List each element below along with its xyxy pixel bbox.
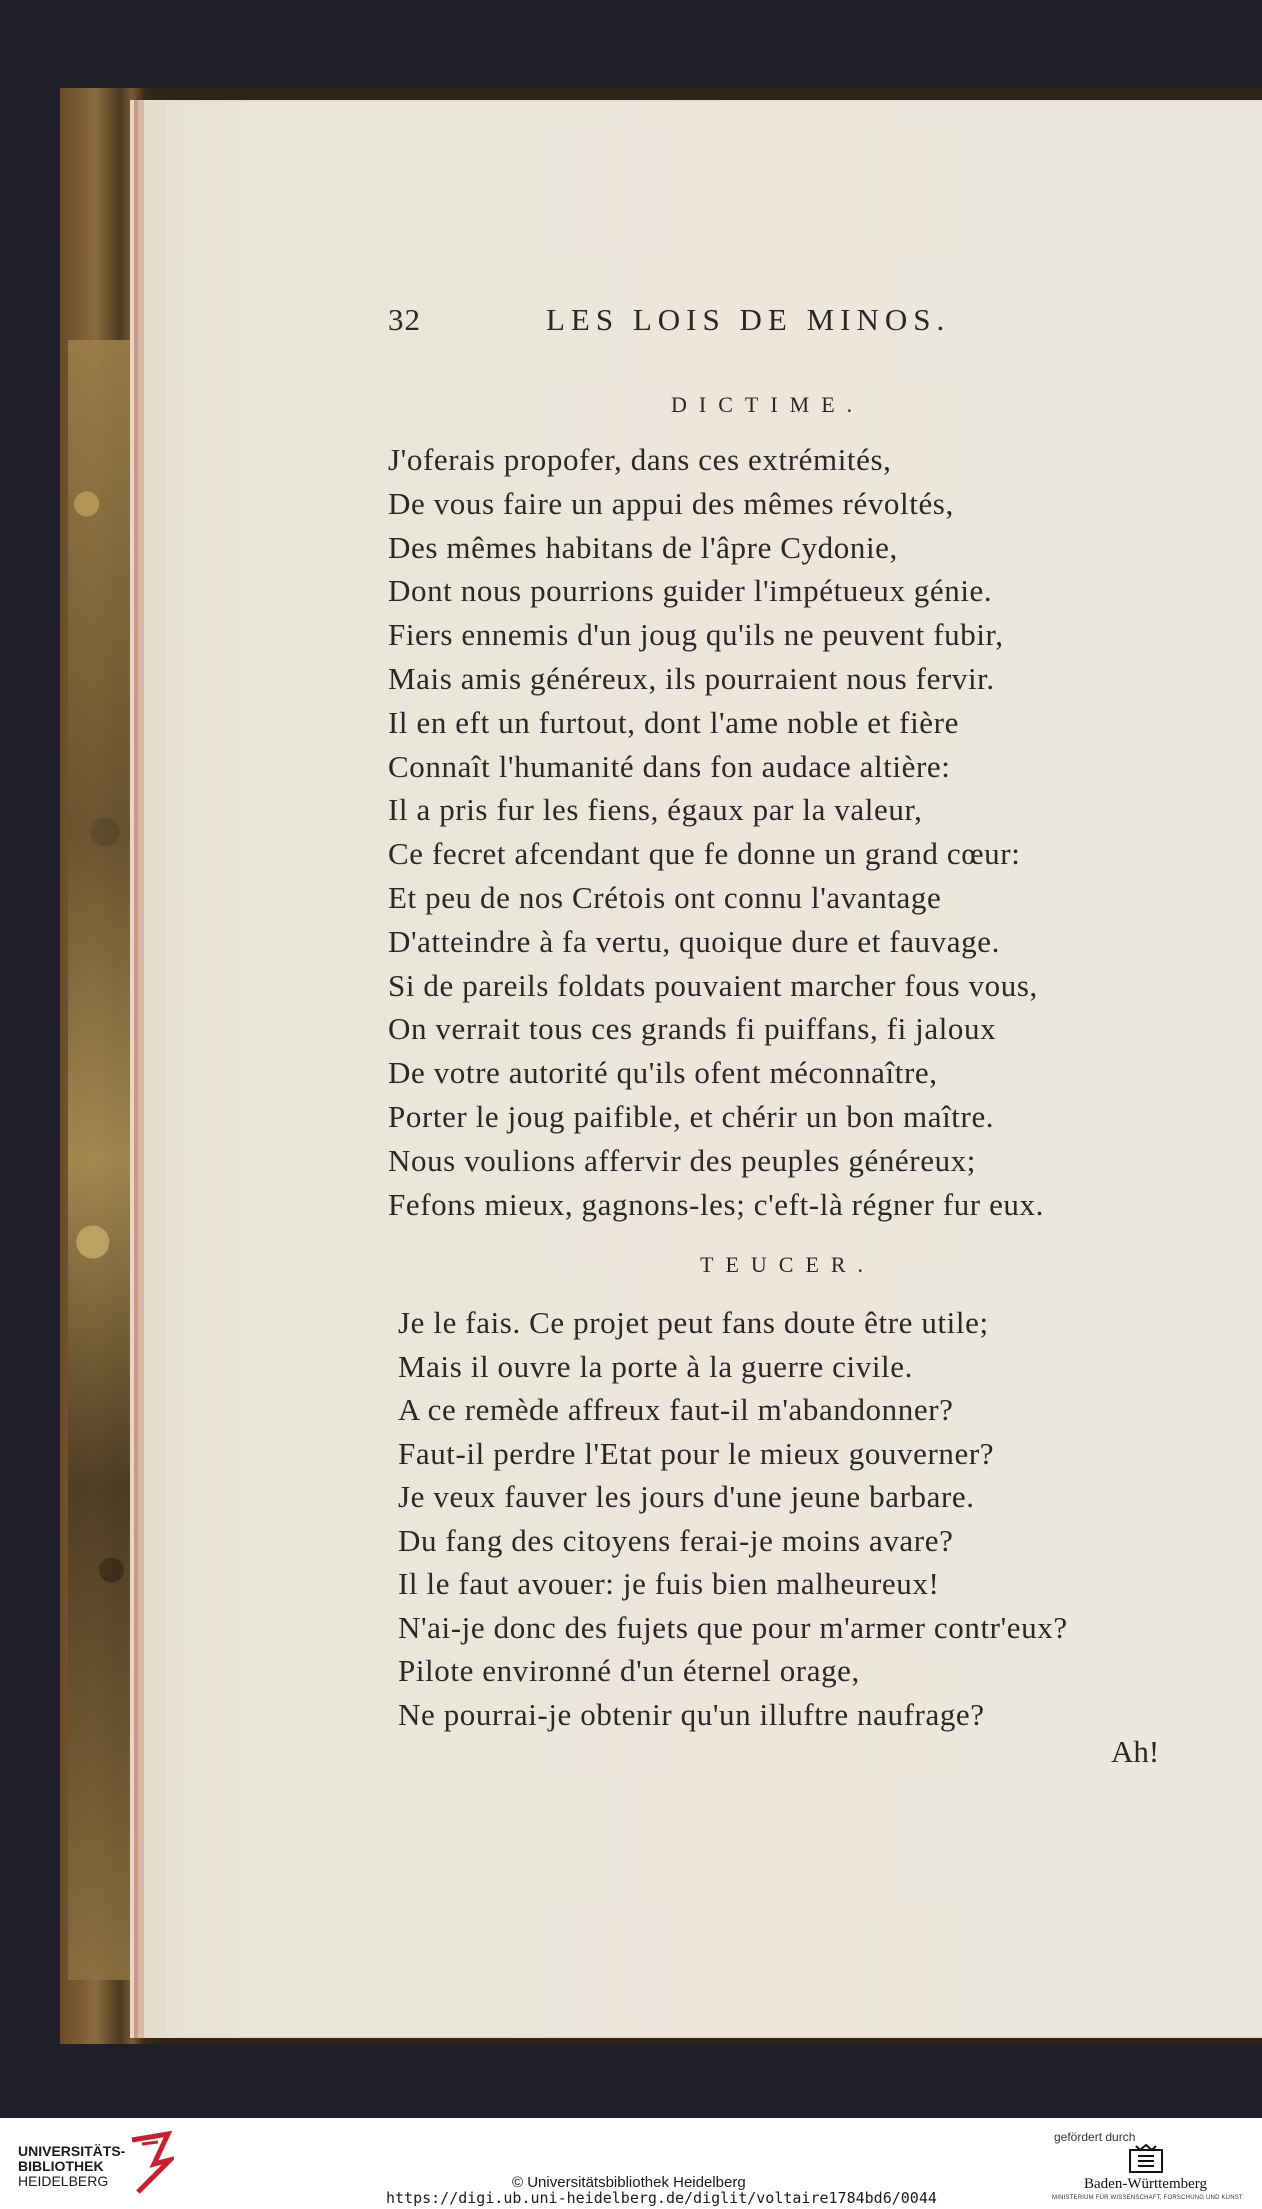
library-logo-line: UNIVERSITÄTS-	[18, 2143, 126, 2159]
speaker-name: TEUCER.	[700, 1252, 876, 1277]
verse-line: Faut-il perdre l'Etat pour le mieux gouverner?	[398, 1435, 995, 1471]
running-title: LES LOIS DE MINOS.	[546, 302, 951, 337]
permalink-url[interactable]: https://digi.ub.uni-heidelberg.de/diglit/voltaire1784bd6/0044	[386, 2189, 937, 2207]
verse-line: De vous faire un appui des mêmes révoltés,	[388, 485, 954, 521]
page-number: 32	[388, 302, 421, 337]
funder-name: Baden-Württemberg	[1084, 2176, 1208, 2192]
verse-line: Fefons mieux, gagnons-les; c'eft-là régner fur eux.	[388, 1186, 1044, 1222]
verse-line: On verrait tous ces grands fi puiffans, fi jaloux	[388, 1011, 997, 1047]
marbled-endpaper	[68, 340, 130, 1980]
catchword: Ah!	[1111, 1734, 1160, 1769]
funder-ministry: MINISTERIUM FÜR WISSENSCHAFT, FORSCHUNG UND KUNST	[1052, 2195, 1243, 2201]
verse-line: Du fang des citoyens ferai-je moins avare?	[398, 1522, 954, 1558]
verse-line: Ne pourrai-je obtenir qu'un illuftre naufrage?	[398, 1696, 985, 1732]
verse-line: Il le faut avouer: je fuis bien malheureux!	[398, 1566, 940, 1601]
speaker-name: DICTIME.	[671, 392, 865, 417]
verse-line: Si de pareils foldats pouvaient marcher fous vous,	[388, 967, 1038, 1003]
verse-line: Porter le joug paifible, et chérir un bon maître.	[388, 1099, 995, 1134]
verse-line: Mais amis généreux, ils pourraient nous fervir.	[388, 661, 995, 696]
verse-line: D'atteindre à fa vertu, quoique dure et fauvage.	[388, 923, 1000, 959]
funded-by-label: gefördert durch	[1054, 2130, 1136, 2144]
verse-line: Mais il ouvre la porte à la guerre civile.	[398, 1348, 913, 1384]
verse-line: Et peu de nos Crétois ont connu l'avantage	[388, 880, 942, 915]
verse-line: Des mêmes habitans de l'âpre Cydonie,	[388, 529, 898, 565]
verse-line: Je veux fauver les jours d'une jeune barbare.	[398, 1479, 975, 1514]
verse-line: Il a pris fur les fiens, égaux par la valeur,	[388, 792, 923, 828]
verse-line: Fiers ennemis d'un joug qu'ils ne peuvent fubir,	[388, 617, 1004, 653]
verse-line: De votre autorité qu'ils ofent méconnaître,	[388, 1055, 938, 1091]
verse-line: Connaît l'humanité dans fon audace altière:	[388, 748, 951, 784]
verse-line: Il en eft un furtout, dont l'ame noble et fière	[388, 704, 959, 740]
verse-line: Pilote environné d'un éternel orage,	[398, 1653, 860, 1688]
library-logo-line: BIBLIOTHEK	[18, 2158, 104, 2174]
copyright-notice: © Universitätsbibliothek Heidelberg	[512, 2174, 746, 2191]
library-logo-mark-icon	[128, 2130, 174, 2196]
library-logo-text[interactable]	[18, 2144, 125, 2189]
verse-line: A ce remède affreux faut-il m'abandonner?	[398, 1392, 954, 1427]
book-page	[166, 102, 1262, 2036]
verse-line: Dont nous pourrions guider l'impétueux génie.	[388, 573, 993, 609]
viewer-footer	[0, 2118, 1262, 2209]
verse-line: N'ai-je donc des fujets que pour m'armer contr'eux?	[398, 1609, 1068, 1645]
verse-line: J'oferais propofer, dans ces extrémités,	[388, 442, 892, 477]
library-logo-line: HEIDELBERG	[18, 2173, 109, 2189]
verse-line: Ce fecret afcendant que fe donne un grand cœur:	[388, 836, 1021, 872]
verse-line: Nous voulions affervir des peuples généreux;	[388, 1142, 976, 1178]
verse-line: Je le fais. Ce projet peut fans doute être utile;	[398, 1305, 989, 1340]
coat-of-arms-icon	[1128, 2144, 1164, 2174]
